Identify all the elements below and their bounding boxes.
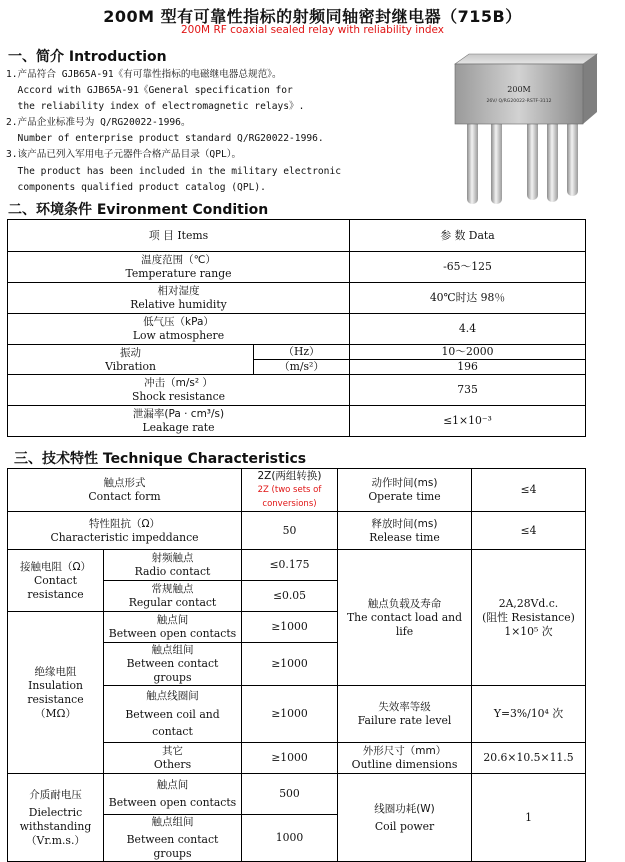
- env-header-data: 参 数 Data: [350, 220, 586, 252]
- tech-radio-contact-label: 射频触点 Radio contact: [104, 550, 242, 581]
- intro-line: 3.该产品已列入军用电子元器件合格产品目录（QPL）。: [6, 149, 242, 161]
- tech-dielectric-groups-label: 触点组间 Between contact groups: [104, 815, 242, 862]
- env-row-humidity: 相对湿度 Relative humidity: [8, 283, 350, 314]
- env-row-vibration: 振动 Vibration: [8, 345, 254, 375]
- section-technique-heading: 三、技术特性 Technique Characteristics: [14, 451, 307, 467]
- tech-insulation-groups-value: ≥1000: [242, 643, 338, 686]
- tech-insulation-open-value: ≥1000: [242, 612, 338, 643]
- tech-dielectric-open-value: 500: [242, 774, 338, 815]
- env-value-shock: 735: [350, 375, 586, 406]
- contact-form-note: 2Z (two sets of conversions): [257, 485, 322, 509]
- tech-contact-form-label: 触点形式 Contact form: [8, 469, 242, 512]
- tech-outline-label: 外形尺寸（mm） Outline dimensions: [338, 743, 472, 774]
- intro-line: Number of enterprise product standard Q/RG20022-1996.: [6, 133, 324, 145]
- tech-coil-power-label: 线圈功耗(W) Coil power: [338, 774, 472, 862]
- env-value-leakage: ≤1×10⁻³: [350, 406, 586, 437]
- tech-impedance-value: 50: [242, 512, 338, 550]
- intro-line: Accord with GJB65A-91《General specification for: [6, 85, 293, 97]
- environment-table: [7, 219, 586, 437]
- technique-table: [7, 468, 586, 862]
- env-vibration-value-hz: 10～2000: [350, 345, 586, 360]
- tech-insulation-open-label: 触点间 Between open contacts: [104, 612, 242, 643]
- tech-contact-resistance-label: 接触电阻（Ω） Contact resistance: [8, 550, 104, 612]
- intro-line: 1.产品符合 GJB65A-91《有可靠性指标的电磁继电器总规范》。: [6, 69, 282, 80]
- intro-line: 2.产品企业标准号为 Q/RG20022-1996。: [6, 117, 191, 129]
- env-value-temperature: -65～125: [350, 252, 586, 283]
- tech-operate-time-value: ≤4: [472, 469, 586, 512]
- relay-marking-model: 200M: [507, 85, 531, 94]
- tech-dielectric-open-label: 触点间 Between open contacts: [104, 774, 242, 815]
- env-row-shock: 冲击（m/s² ） Shock resistance: [8, 375, 350, 406]
- tech-contact-form-value: 2Z(两组转换) 2Z (two sets of conversions): [242, 469, 338, 512]
- tech-regular-contact-label: 常规触点 Regular contact: [104, 581, 242, 612]
- tech-insulation-label: 绝缘电阻 Insulation resistance （MΩ）: [8, 612, 104, 774]
- env-vibration-value-accel: 196: [350, 360, 586, 375]
- env-header-items: 项 目 Items: [8, 220, 350, 252]
- page-subtitle: 200M RF coaxial sealed relay with reliability index: [181, 24, 444, 36]
- tech-load-life-value: 2A,28Vd.c. (阻性 Resistance) 1×10⁵ 次: [472, 550, 586, 686]
- tech-insulation-coil-label: 触点线圈间 Between coil and contact: [104, 686, 242, 743]
- tech-dielectric-groups-value: 1000: [242, 815, 338, 862]
- intro-line: the reliability index of electromagnetic relays》.: [6, 101, 305, 113]
- tech-failure-rate-value: Y=3%/10⁴ 次: [472, 686, 586, 743]
- env-row-temperature: 温度范围（℃） Temperature range: [8, 252, 350, 283]
- relay-product-photo: [447, 50, 607, 210]
- tech-dielectric-label: 介质耐电压 Dielectric withstanding （Vr.m.s.）: [8, 774, 104, 862]
- page-title: 200M 型有可靠性指标的射频同轴密封继电器（715B）: [103, 7, 522, 26]
- tech-insulation-others-value: ≥1000: [242, 743, 338, 774]
- tech-insulation-others-label: 其它 Others: [104, 743, 242, 774]
- tech-radio-contact-value: ≤0.175: [242, 550, 338, 581]
- introduction-text: [6, 67, 436, 196]
- tech-insulation-groups-label: 触点组间 Between contact groups: [104, 643, 242, 686]
- section-environment-heading: 二、环境条件 Evironment Condition: [8, 202, 269, 218]
- section-introduction-heading: 一、简介 Introduction: [8, 49, 167, 65]
- intro-line: components qualified product catalog (QPL).: [6, 181, 266, 193]
- tech-release-time-value: ≤4: [472, 512, 586, 550]
- tech-insulation-coil-value: ≥1000: [242, 686, 338, 743]
- intro-line: The product has been included in the military electronic: [6, 165, 342, 177]
- env-row-leakage: 泄漏率(Pa · cm³/s) Leakage rate: [8, 406, 350, 437]
- tech-coil-power-value: 1: [472, 774, 586, 862]
- env-value-humidity: 40℃时达 98％: [350, 283, 586, 314]
- tech-outline-value: 20.6×10.5×11.5: [472, 743, 586, 774]
- tech-release-time-label: 释放时间(ms) Release time: [338, 512, 472, 550]
- relay-marking-code: 26V/ Q/RG20022-RSTF-3112: [486, 99, 552, 104]
- env-value-atmosphere: 4.4: [350, 314, 586, 345]
- env-row-atmosphere: 低气压（kPa） Low atmosphere: [8, 314, 350, 345]
- tech-failure-rate-label: 失效率等级 Failure rate level: [338, 686, 472, 743]
- tech-load-life-label: 触点负载及寿命 The contact load and life: [338, 550, 472, 686]
- tech-impedance-label: 特性阻抗（Ω） Characteristic impeddance: [8, 512, 242, 550]
- tech-operate-time-label: 动作时间(ms) Operate time: [338, 469, 472, 512]
- env-vibration-unit-hz: （Hz）: [254, 345, 350, 360]
- tech-regular-contact-value: ≤0.05: [242, 581, 338, 612]
- env-vibration-unit-accel: （m/s²）: [254, 360, 350, 375]
